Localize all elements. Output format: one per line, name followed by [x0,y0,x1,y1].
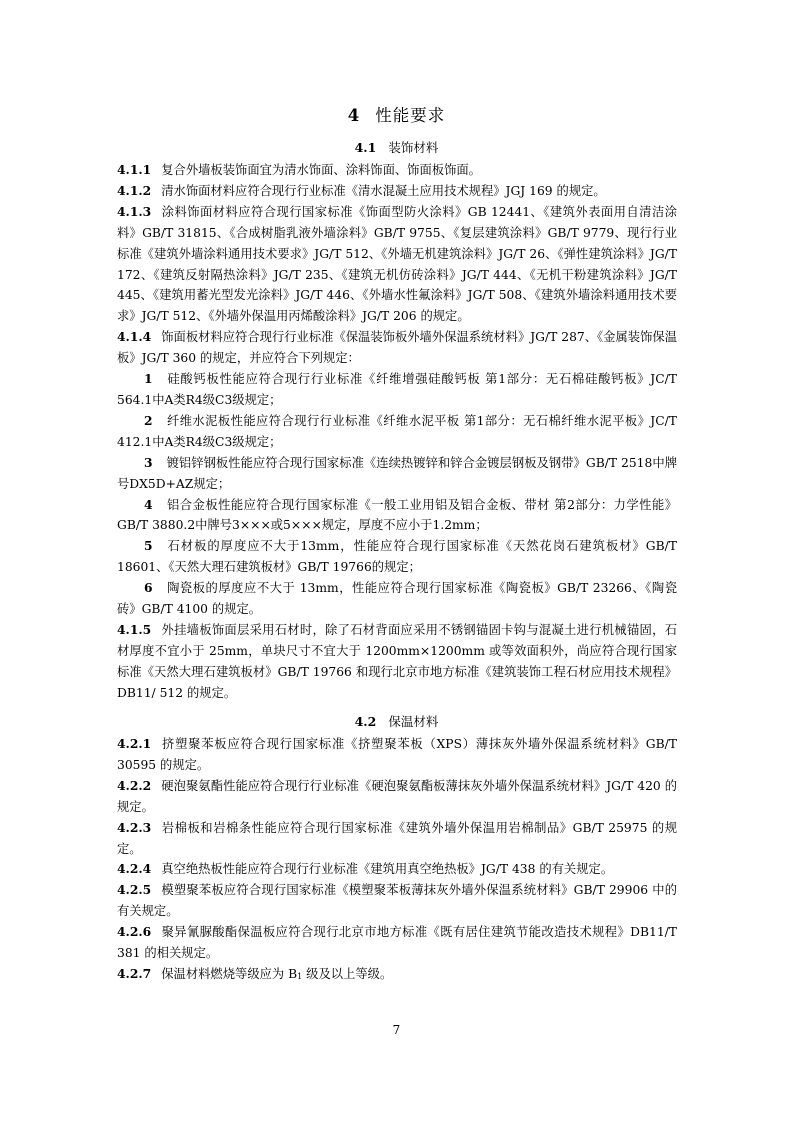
clause-number: 4.1.2 [117,182,152,198]
clause-text: 饰面板材料应符合现行行业标准《保温装饰板外墙外保温系统材料》JG/T 287、《金属装饰保温板》JG/T 360 的规定，并应符合下列规定： [117,330,677,366]
clause-text-before: 保温材料燃烧等级应为 B [161,966,298,981]
clause-4-2-4 [117,859,677,880]
list-item-1 [117,369,677,411]
clause-4-1-5 [117,620,677,704]
list-item-4 [117,495,677,537]
clause-text: 岩棉板和岩棉条性能应符合现行国家标准《建筑外墙外保温用岩棉制品》GB/T 25975 的规定。 [117,820,677,856]
clause-text: 真空绝热板性能应符合现行行业标准《建筑用真空绝热板》JG/T 438 的有关规定。 [161,862,614,877]
item-text: 硅酸钙板性能应符合现行行业标准《纤维增强硅酸钙板 第1部分：无石棉硅酸钙板》JC/T 564.1中A类R4级C3级规定； [117,372,677,407]
clause-text: 模塑聚苯板应符合现行国家标准《模塑聚苯板薄抹灰外墙外保温系统材料》GB/T 29906 中的有关规定。 [117,883,677,919]
item-text: 镀铝锌钢板性能应符合现行国家标准《连续热镀锌和锌合金镀层钢板及钢带》GB/T 2518中牌号DX5D+AZ规定； [117,455,677,491]
clause-number: 4.2.3 [117,819,152,835]
clause-4-2-7 [117,964,677,985]
clause-number: 4.2.5 [117,882,152,898]
section-4-2-body [117,734,677,985]
clause-text: 外挂墙板饰面层采用石材时，除了石材背面应采用不锈钢锚固卡钩与混凝土进行机械锚固，石材厚度不宜小于 25mm，单块尺寸不宜大于 1200mm×1200mm 或等效面积外，尚应符合现行国家标准《天然大理石建筑板材》GB/T 19766 和现行北京市地方标准《建筑装饰工程石材应用技术规程》DB11/ 512 的规定。 [117,622,677,700]
clause-4-1-4 [117,327,677,369]
page-number: 7 [392,1023,401,1037]
clause-4-2-3 [117,818,677,860]
clause-number: 4.2.2 [117,777,152,793]
clause-4-2-1 [117,734,677,776]
clause-4-2-2 [117,776,677,818]
clause-number: 4.1.1 [117,162,152,177]
item-text: 石材板的厚度应不大于13mm，性能应符合现行国家标准《天然花岗石建筑板材》GB/T 18601、《天然大理石建筑板材》GB/T 19766的规定； [117,539,677,575]
clause-number: 4.2.1 [117,736,152,751]
list-item-6 [117,578,677,620]
clause-text: 硬泡聚氨酯性能应符合现行行业标准《硬泡聚氨酯板薄抹灰外墙外保温系统材料》JG/T 420 的规定。 [117,778,677,814]
list-item-3 [117,453,677,495]
clause-4-2-5 [117,880,677,922]
clause-number: 4.1.3 [117,203,152,219]
clause-text: 清水饰面材料应符合现行行业标准《清水混凝土应用技术规程》JGJ 169 的规定。 [161,183,606,198]
item-text: 陶瓷板的厚度应不大于 13mm，性能应符合现行国家标准《陶瓷板》GB/T 23266、《陶瓷砖》GB/T 4100 的规定。 [117,581,677,617]
clause-number: 4.1.5 [117,621,152,637]
section-heading: 保温材料 [388,714,439,729]
item-number: 3 [144,454,153,470]
clause-4-1-2 [117,181,677,202]
clause-4-2-6 [117,922,677,964]
clause-number: 4.2.6 [117,924,152,940]
item-number: 2 [144,412,153,428]
item-text: 纤维水泥板性能应符合现行行业标准《纤维水泥平板 第1部分：无石棉纤维水泥平板》JC/T 412.1中A类R4级C3级规定； [117,413,677,449]
clause-text: 挤塑聚苯板应符合现行国家标准《挤塑聚苯板（XPS）薄抹灰外墙外保温系统材料》GB/T 30595 的规定。 [117,737,677,772]
section-number: 4.2 [354,714,377,729]
section-heading: 装饰材料 [388,140,439,155]
item-number: 5 [144,538,153,554]
chapter-number: 4 [347,106,360,125]
section-title-4-1 [0,138,793,158]
clause-number: 4.2.7 [117,965,152,981]
clause-text-subscript: 1 [297,971,303,981]
section-title-4-2 [0,712,793,732]
clause-number: 4.2.4 [117,861,152,877]
item-number: 6 [144,580,153,596]
item-number: 1 [144,371,153,387]
clause-number: 4.1.4 [117,329,152,345]
clause-text: 复合外墙板装饰面宜为清水饰面、涂料饰面、饰面板饰面。 [161,163,481,177]
list-item-5 [117,536,677,578]
clause-4-1-1 [117,160,677,181]
list-item-2 [117,411,677,453]
clause-text-after: 级及以上等级。 [302,966,393,981]
chapter-title [0,104,793,128]
chapter-heading: 性能要求 [375,106,446,125]
clause-4-1-3 [117,202,677,327]
section-4-1-body [117,160,677,704]
clause-text: 涂料饰面材料应符合现行国家标准《饰面型防火涂料》GB 12441、《建筑外表面用自清洁涂料》GB/T 31815、《合成树脂乳液外墙涂料》GB/T 9755、《复层建筑涂料》GB/T 9779、现行行业标准《建筑外墙涂料通用技术要求》JG/T 512、《外墙无机建筑涂料》JG/T 26、《弹性建筑涂料》JG/T 172、《建筑反射隔热涂料》JG/T 235、《建筑无机仿砖涂料》JG/T 444、《无机干粉建筑涂料》JG/T 445、《建筑用蓄光型发光涂料》JG/T 446、《外墙水性氟涂料》JG/T 508、《建筑外墙涂料通用技术要求》JG/T 512、《外墙外保温用丙烯酸涂料》JG/T 206 的规定。 [117,204,677,324]
clause-text: 聚异氰脲酸酯保温板应符合现行北京市地方标准《既有居住建筑节能改造技术规程》DB11/T 381 的相关规定。 [117,925,677,961]
item-number: 4 [144,496,153,512]
item-text: 铝合金板性能应符合现行国家标准《一般工业用铝及铝合金板、带材 第2部分：力学性能》GB/T 3880.2中牌号3×××或5×××规定，厚度不应小于1.2mm； [117,497,677,533]
section-number: 4.1 [354,140,377,155]
